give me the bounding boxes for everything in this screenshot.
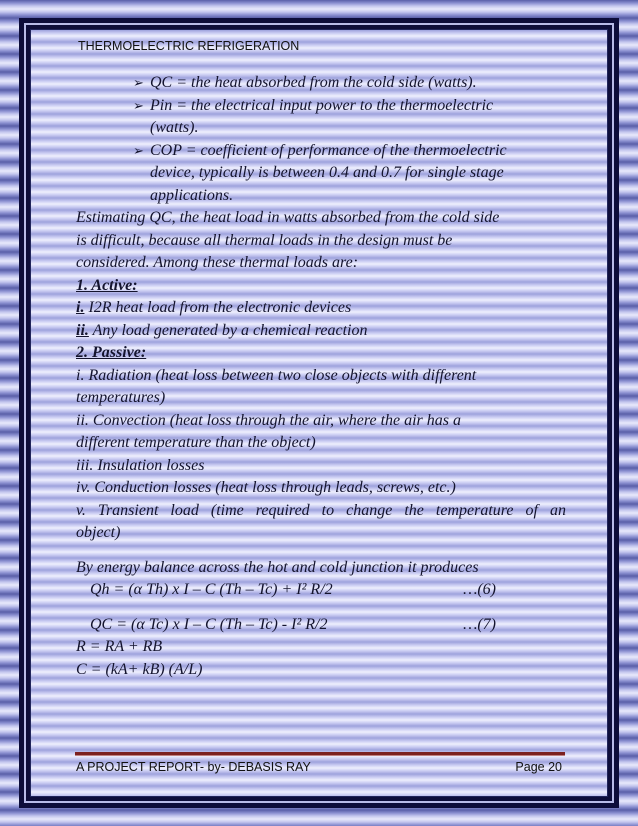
footer-author: A PROJECT REPORT- by- DEBASIS RAY: [76, 760, 311, 774]
report-content: [76, 72, 566, 681]
equation-text: QC = (α Tc) x I – C (Th – Tc) - I² R/2: [90, 615, 328, 633]
arrow-bullet-icon: ➢: [133, 142, 144, 158]
bullet-line: (watts).: [150, 119, 199, 136]
bullet-line: Pin = the electrical input power to the thermoelectric: [150, 96, 494, 114]
equation-c: C = (kA+ kB) (A/L): [76, 660, 203, 678]
bullet-line: QC = the heat absorbed from the cold side (watts).: [150, 74, 477, 91]
footer-rule: [75, 752, 565, 756]
bullet-line: applications.: [150, 186, 234, 204]
active-item: [76, 297, 566, 320]
bullet-line: COP = coefficient of performance of the thermoelectric: [150, 141, 507, 159]
passive-heading: 2. Passive:: [76, 344, 147, 361]
estimating-line: Estimating QC, the heat load in watts absorbed from the cold side: [76, 209, 500, 226]
bullet-pin: [76, 95, 566, 140]
estimating-line: considered. Among these thermal loads are:: [76, 254, 359, 271]
equation-text: Qh = (α Th) x I – C (Th – Tc) + I² R/2: [90, 581, 333, 598]
passive-transient-line: object): [76, 524, 121, 541]
page-header: THERMOELECTRIC REFRIGERATION: [78, 39, 300, 53]
passive-line: iii. Insulation losses: [76, 456, 205, 474]
spacer: [76, 602, 566, 614]
active-item-text: Any load generated by a chemical reaction: [92, 321, 368, 339]
passive-line: ii. Convection (heat loss through the air, where the air has a: [76, 411, 462, 429]
arrow-bullet-icon: ➢: [133, 75, 144, 90]
passive-line: iv. Conduction losses (heat loss through leads, screws, etc.): [76, 479, 456, 496]
estimating-line: is difficult, because all thermal loads in the design must be: [76, 231, 453, 249]
active-item: [76, 320, 566, 343]
spacer: [76, 545, 566, 557]
active-item-marker: ii.: [76, 321, 89, 339]
bullet-cop: [76, 140, 566, 208]
equation-r: R = RA + RB: [76, 638, 163, 655]
passive-line: temperatures): [76, 389, 166, 406]
equation-row: [76, 579, 566, 602]
passive-transient-line: v. Transient load (time required to change the temperature of an: [76, 501, 566, 519]
equation-number: …(7): [463, 615, 496, 633]
passive-line: i. Radiation (heat loss between two close objects with different: [76, 366, 477, 384]
active-item-marker: i.: [76, 299, 85, 316]
arrow-bullet-icon: ➢: [133, 97, 144, 113]
equation-row: [76, 614, 566, 637]
bullet-qc: [76, 72, 566, 95]
page-number: Page 20: [515, 760, 562, 774]
bullet-line: device, typically is between 0.4 and 0.7 for single stage: [150, 164, 504, 181]
equation-number: …(6): [463, 581, 496, 598]
passive-line: different temperature than the object): [76, 434, 316, 451]
active-item-text: I2R heat load from the electronic devices: [88, 299, 352, 316]
active-heading: 1. Active:: [76, 276, 138, 294]
energy-intro: By energy balance across the hot and cold junction it produces: [76, 558, 479, 576]
